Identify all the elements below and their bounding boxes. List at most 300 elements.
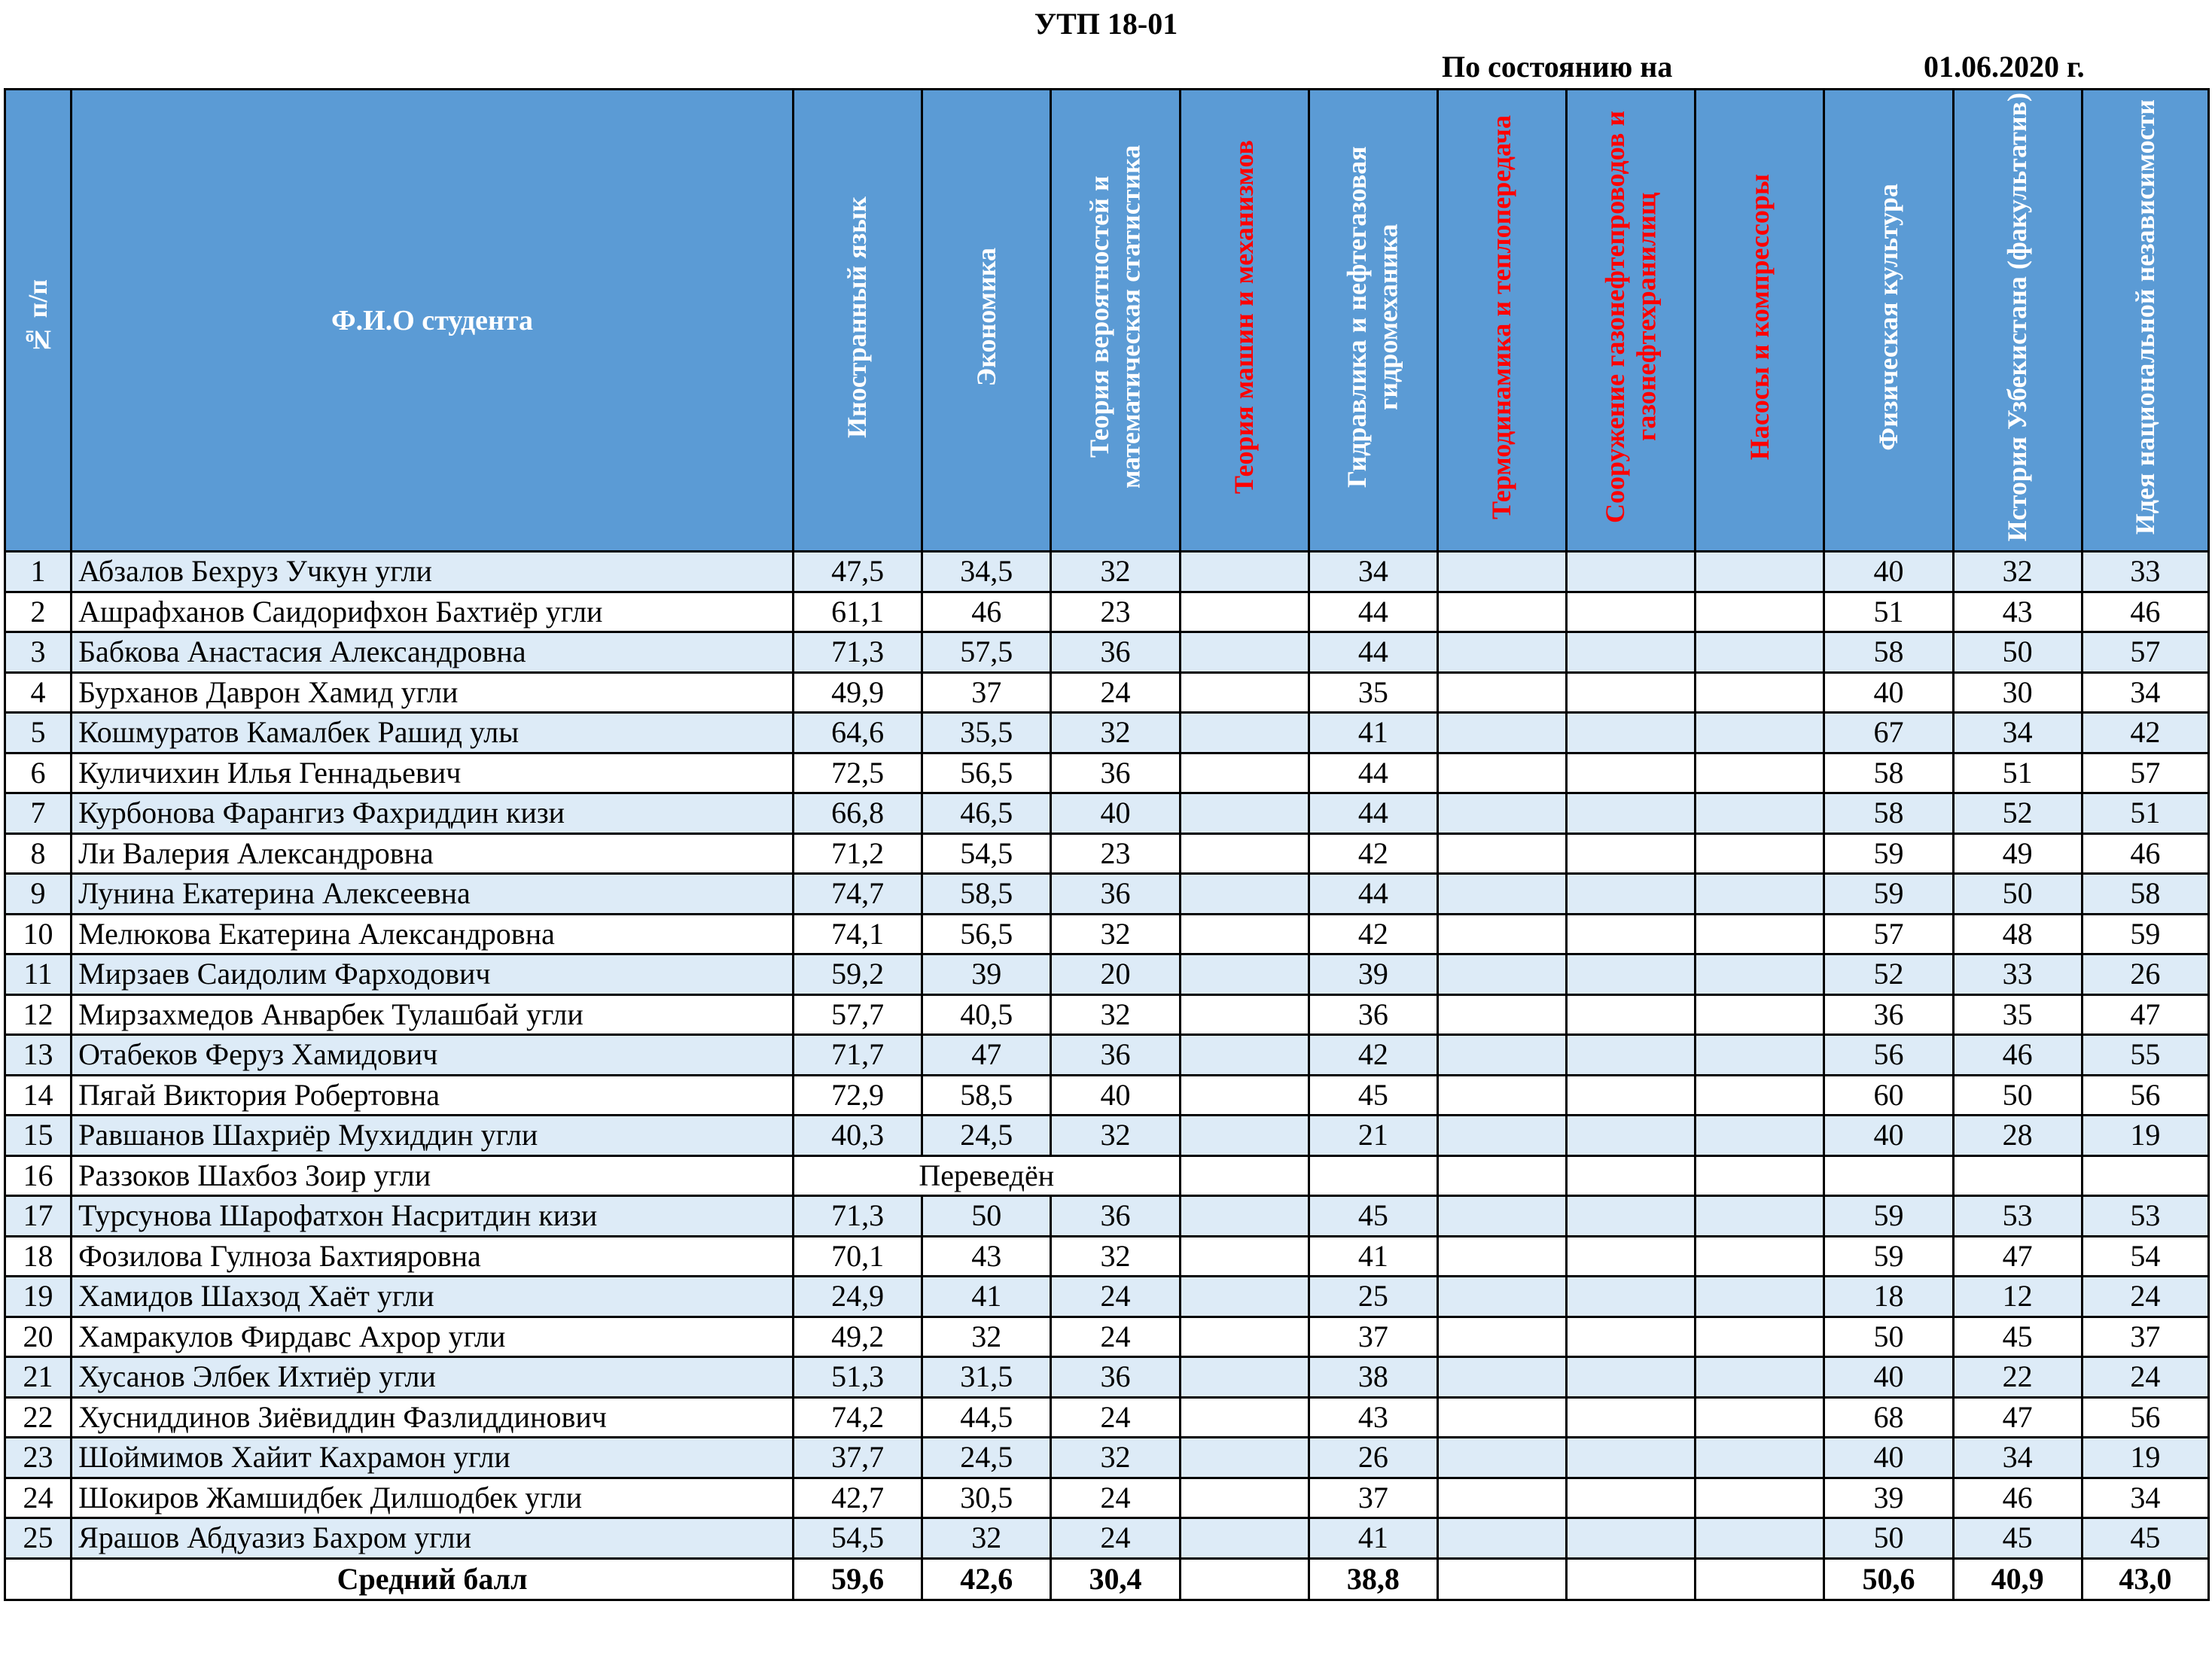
grade-cell: 24 — [1051, 1478, 1180, 1518]
grade-cell — [1180, 1317, 1309, 1357]
grade-cell — [1180, 1035, 1309, 1076]
grade-cell: 47 — [1953, 1397, 2082, 1438]
grade-cell — [1567, 1438, 1696, 1478]
grade-cell: 66,8 — [794, 793, 922, 834]
grade-cell: 50 — [922, 1196, 1051, 1237]
grade-cell: 51 — [1953, 753, 2082, 793]
grade-cell — [1180, 753, 1309, 793]
column-header-label: Гидравлика и нефтегазовая гидромеханика — [1342, 146, 1403, 488]
row-number: 14 — [5, 1075, 72, 1116]
grade-cell: 37 — [2082, 1317, 2208, 1357]
student-name: Лунина Екатерина Алексеевна — [72, 874, 794, 915]
table-row — [5, 552, 2209, 592]
grade-cell: 32 — [1051, 1236, 1180, 1277]
grade-cell: 32 — [922, 1317, 1051, 1357]
grade-cell: 49 — [1953, 833, 2082, 874]
grade-cell: 56,5 — [922, 753, 1051, 793]
grade-cell — [1180, 1196, 1309, 1237]
grade-cell: 74,2 — [794, 1397, 922, 1438]
grade-cell: 36 — [1051, 874, 1180, 915]
grade-cell: 58,5 — [922, 1075, 1051, 1116]
grade-cell — [1696, 1357, 1824, 1398]
grade-cell — [1180, 793, 1309, 834]
grade-cell: 59 — [1824, 833, 1953, 874]
grade-cell — [1180, 1236, 1309, 1277]
student-name: Хусниддинов Зиёвиддин Фазлиддинович — [72, 1397, 794, 1438]
student-name: Абзалов Бехруз Учкун угли — [72, 552, 794, 592]
row-number: 25 — [5, 1518, 72, 1559]
grade-cell: 44 — [1309, 753, 1437, 793]
student-name: Шокиров Жамшидбек Дилшодбек угли — [72, 1478, 794, 1518]
grade-cell — [1180, 1397, 1309, 1438]
grade-cell — [1180, 1438, 1309, 1478]
row-number: 8 — [5, 833, 72, 874]
grade-cell: 36 — [1309, 994, 1437, 1035]
student-name: Ли Валерия Александровна — [72, 833, 794, 874]
grade-cell: 42,7 — [794, 1478, 922, 1518]
grade-cell: 74,7 — [794, 874, 922, 915]
grade-cell — [1437, 1277, 1566, 1317]
grade-cell: 72,5 — [794, 753, 922, 793]
grade-cell — [1567, 1357, 1696, 1398]
grades-table — [4, 88, 2210, 1601]
grade-cell — [1953, 1155, 2082, 1196]
grade-cell — [1180, 552, 1309, 592]
grade-cell — [1567, 1035, 1696, 1076]
grade-cell: 36 — [1051, 1035, 1180, 1076]
grade-cell: 49,2 — [794, 1317, 922, 1357]
grade-cell — [1696, 833, 1824, 874]
row-number: 24 — [5, 1478, 72, 1518]
economics-header — [922, 90, 1051, 552]
grade-cell: 58 — [2082, 874, 2208, 915]
grade-cell — [1567, 632, 1696, 673]
grade-cell: 37,7 — [794, 1438, 922, 1478]
grade-cell — [1180, 632, 1309, 673]
table-row — [5, 753, 2209, 793]
grade-cell — [1437, 552, 1566, 592]
grade-cell — [1437, 632, 1566, 673]
grade-cell — [1180, 914, 1309, 954]
grade-cell — [1437, 914, 1566, 954]
grade-cell — [1180, 592, 1309, 632]
grade-cell: 35 — [1953, 994, 2082, 1035]
grade-cell — [1696, 672, 1824, 713]
student-name: Отабеков Феруз Хамидович — [72, 1035, 794, 1076]
physical-education-header — [1824, 90, 1953, 552]
grade-cell: 24 — [1051, 672, 1180, 713]
grade-cell — [1567, 1397, 1696, 1438]
grade-cell: 46 — [1953, 1035, 2082, 1076]
column-header-label: Теория машин и механизмов — [1228, 139, 1259, 495]
grade-cell: 46 — [2082, 833, 2208, 874]
grade-cell — [1309, 1155, 1437, 1196]
grade-cell: 43 — [1309, 1397, 1437, 1438]
grade-cell — [1437, 1518, 1566, 1559]
grade-cell: 32 — [1953, 552, 2082, 592]
grade-cell: 53 — [1953, 1196, 2082, 1237]
row-number: 17 — [5, 1196, 72, 1237]
grade-cell: 44 — [1309, 632, 1437, 673]
grade-cell — [1180, 713, 1309, 753]
column-header-label: Физическая культура — [1872, 183, 1903, 451]
table-row — [5, 874, 2209, 915]
grade-cell: 41 — [1309, 1236, 1437, 1277]
grade-cell — [1180, 1478, 1309, 1518]
row-number: 19 — [5, 1277, 72, 1317]
grade-cell: 38 — [1309, 1357, 1437, 1398]
average-grade: 42,6 — [922, 1558, 1051, 1600]
grade-cell — [1567, 1518, 1696, 1559]
row-number: 9 — [5, 874, 72, 915]
average-grade: 59,6 — [794, 1558, 922, 1600]
row-number: 20 — [5, 1317, 72, 1357]
grade-cell: 28 — [1953, 1116, 2082, 1156]
grade-cell: 56 — [2082, 1075, 2208, 1116]
grade-cell: 46 — [2082, 592, 2208, 632]
grade-cell: 50 — [1824, 1518, 1953, 1559]
average-grade: 40,9 — [1953, 1558, 2082, 1600]
grade-cell: 31,5 — [922, 1357, 1051, 1398]
grade-cell: 41 — [1309, 713, 1437, 753]
grade-cell: 34 — [2082, 672, 2208, 713]
state-label: По состоянию на — [1442, 50, 1673, 84]
grade-cell: 42 — [1309, 833, 1437, 874]
average-grade: 30,4 — [1051, 1558, 1180, 1600]
grade-cell — [1696, 1518, 1824, 1559]
grade-cell: 32 — [1051, 994, 1180, 1035]
header-row — [5, 90, 2209, 552]
table-row — [5, 1075, 2209, 1116]
grade-cell: 57 — [2082, 632, 2208, 673]
grade-cell: 59 — [2082, 914, 2208, 954]
grade-cell: 40 — [1824, 552, 1953, 592]
grade-cell: 43 — [1953, 592, 2082, 632]
grade-cell: 47 — [1953, 1236, 2082, 1277]
column-header-label: Термодинамика и теплопередача — [1486, 114, 1517, 519]
grade-cell: 39 — [1309, 954, 1437, 995]
grade-cell: 49,9 — [794, 672, 922, 713]
row-number: 15 — [5, 1116, 72, 1156]
grade-cell — [1180, 1518, 1309, 1559]
grade-cell — [1567, 753, 1696, 793]
column-header-label: Экономика — [970, 247, 1001, 387]
row-number: 10 — [5, 914, 72, 954]
grade-cell: 55 — [2082, 1035, 2208, 1076]
grade-cell — [1696, 1075, 1824, 1116]
grade-cell: 32 — [1051, 552, 1180, 592]
foreign-language-header — [794, 90, 922, 552]
student-name: Мирзахмедов Анварбек Тулашбай угли — [72, 994, 794, 1035]
student-name: Равшанов Шахриёр Мухиддин угли — [72, 1116, 794, 1156]
table-row — [5, 1397, 2209, 1438]
grade-cell — [1696, 1277, 1824, 1317]
grade-cell — [1567, 1116, 1696, 1156]
grade-cell: 57 — [2082, 753, 2208, 793]
grade-cell: 58 — [1824, 753, 1953, 793]
grade-cell: 71,3 — [794, 632, 922, 673]
grade-cell — [1437, 713, 1566, 753]
column-header-label: Ф.И.О студента — [331, 304, 534, 336]
grade-cell: 36 — [1051, 1357, 1180, 1398]
grade-cell: 37 — [1309, 1478, 1437, 1518]
student-name: Ярашов Абдуазиз Бахром угли — [72, 1518, 794, 1559]
grade-cell: 48 — [1953, 914, 2082, 954]
grade-cell — [1567, 1478, 1696, 1518]
grade-cell — [1696, 1236, 1824, 1277]
grade-cell — [1696, 793, 1824, 834]
grade-cell — [1567, 914, 1696, 954]
grade-cell — [1437, 1155, 1566, 1196]
grade-cell — [1696, 1155, 1824, 1196]
table-row — [5, 833, 2209, 874]
grade-cell — [1180, 1357, 1309, 1398]
grade-cell: 24 — [1051, 1518, 1180, 1559]
grade-cell — [2082, 1155, 2208, 1196]
grade-cell — [1567, 1236, 1696, 1277]
grade-cell — [1567, 954, 1696, 995]
grade-cell — [1567, 552, 1696, 592]
grade-cell: 19 — [2082, 1116, 2208, 1156]
student-name: Шоймимов Хайит Кахрамон угли — [72, 1438, 794, 1478]
row-number: 23 — [5, 1438, 72, 1478]
grade-cell: 70,1 — [794, 1236, 922, 1277]
grade-cell: 24,5 — [922, 1116, 1051, 1156]
thermodynamics-header — [1437, 90, 1566, 552]
table-row — [5, 1518, 2209, 1559]
grade-cell: 51 — [1824, 592, 1953, 632]
row-number: 3 — [5, 632, 72, 673]
grade-cell: 24 — [2082, 1277, 2208, 1317]
average-grade: 50,6 — [1824, 1558, 1953, 1600]
grade-cell — [1437, 1196, 1566, 1237]
grade-cell — [1180, 672, 1309, 713]
grade-cell — [1437, 994, 1566, 1035]
grade-cell: 26 — [2082, 954, 2208, 995]
row-number: 18 — [5, 1236, 72, 1277]
grade-cell: 59 — [1824, 1196, 1953, 1237]
average-label: Средний балл — [72, 1558, 794, 1600]
grade-cell: 50 — [1953, 632, 2082, 673]
table-row — [5, 592, 2209, 632]
table-row — [5, 713, 2209, 753]
grade-cell — [1567, 874, 1696, 915]
grade-cell — [1696, 914, 1824, 954]
grade-cell: 40,3 — [794, 1116, 922, 1156]
grade-cell: 47 — [2082, 994, 2208, 1035]
grade-cell: 18 — [1824, 1277, 1953, 1317]
grade-cell — [1567, 833, 1696, 874]
grade-cell — [1437, 874, 1566, 915]
grade-cell: 24 — [1051, 1397, 1180, 1438]
table-row — [5, 1438, 2209, 1478]
table-row — [5, 1116, 2209, 1156]
table-row — [5, 954, 2209, 995]
sheet-title: УТП 18-01 — [1034, 7, 1178, 41]
grade-cell: 44 — [1309, 592, 1437, 632]
grade-cell: 39 — [1824, 1478, 1953, 1518]
grade-cell — [1567, 793, 1696, 834]
grade-cell — [1567, 1075, 1696, 1116]
grade-cell: 58 — [1824, 632, 1953, 673]
grade-cell: 40,5 — [922, 994, 1051, 1035]
grade-cell — [1180, 1277, 1309, 1317]
student-name: Пягай Виктория Робертовна — [72, 1075, 794, 1116]
grade-cell: 42 — [1309, 1035, 1437, 1076]
student-name: Кошмуратов Камалбек Рашид улы — [72, 713, 794, 753]
row-number: 2 — [5, 592, 72, 632]
grade-cell: 45 — [1309, 1196, 1437, 1237]
grade-cell: 36 — [1051, 1196, 1180, 1237]
student-name: Турсунова Шарофатхон Насритдин кизи — [72, 1196, 794, 1237]
grade-cell: 67 — [1824, 713, 1953, 753]
pumps-compressors-header — [1696, 90, 1824, 552]
student-name: Хамракулов Фирдавс Ахрор угли — [72, 1317, 794, 1357]
grade-cell: 53 — [2082, 1196, 2208, 1237]
grade-cell — [1567, 1317, 1696, 1357]
row-number: 7 — [5, 793, 72, 834]
grade-cell — [1567, 994, 1696, 1035]
student-name: Курбонова Фарангиз Фахриддин кизи — [72, 793, 794, 834]
table-row — [5, 1357, 2209, 1398]
grade-cell — [1696, 1116, 1824, 1156]
grade-cell: 52 — [1824, 954, 1953, 995]
grade-cell — [1437, 954, 1566, 995]
average-grade: 38,8 — [1309, 1558, 1437, 1600]
grade-cell — [1437, 1478, 1566, 1518]
student-name-header — [72, 90, 794, 552]
grade-cell — [1437, 833, 1566, 874]
grade-cell: 74,1 — [794, 914, 922, 954]
grade-cell — [1180, 1155, 1309, 1196]
grade-cell: 36 — [1824, 994, 1953, 1035]
grade-cell: 32 — [922, 1518, 1051, 1559]
grade-cell — [1180, 954, 1309, 995]
row-number: 12 — [5, 994, 72, 1035]
grade-cell: 71,3 — [794, 1196, 922, 1237]
grade-cell: 57,5 — [922, 632, 1051, 673]
grade-cell — [1567, 1196, 1696, 1237]
grade-cell — [1696, 592, 1824, 632]
grade-cell: 44,5 — [922, 1397, 1051, 1438]
row-number: 4 — [5, 672, 72, 713]
grade-cell: 35,5 — [922, 713, 1051, 753]
table-row — [5, 1196, 2209, 1237]
table-row — [5, 793, 2209, 834]
column-header-label: Иностранный язык — [842, 196, 873, 438]
grade-cell: 61,1 — [794, 592, 922, 632]
column-header-label: Насосы и компрессоры — [1744, 173, 1775, 461]
grade-cell — [1696, 874, 1824, 915]
grade-cell: 20 — [1051, 954, 1180, 995]
number-header — [5, 90, 72, 552]
grade-cell — [1180, 1116, 1309, 1156]
grade-cell — [1696, 1035, 1824, 1076]
grade-cell: 68 — [1824, 1397, 1953, 1438]
grade-cell: 19 — [2082, 1438, 2208, 1478]
grade-cell — [1567, 713, 1696, 753]
grade-cell: 30 — [1953, 672, 2082, 713]
grade-cell: 40 — [1824, 1357, 1953, 1398]
grade-cell: 72,9 — [794, 1075, 922, 1116]
grade-cell: 57 — [1824, 914, 1953, 954]
grade-cell — [1696, 1478, 1824, 1518]
grade-cell: 40 — [1824, 1116, 1953, 1156]
grade-cell: 59 — [1824, 874, 1953, 915]
grade-cell: 57,7 — [794, 994, 922, 1035]
grade-cell: 24,5 — [922, 1438, 1051, 1478]
grade-cell: 45 — [2082, 1518, 2208, 1559]
grade-cell: 60 — [1824, 1075, 1953, 1116]
grade-cell — [1696, 632, 1824, 673]
grade-cell — [1437, 753, 1566, 793]
grade-cell: 33 — [2082, 552, 2208, 592]
national-independence-header — [2082, 90, 2208, 552]
grade-cell — [1437, 1357, 1566, 1398]
grade-cell: 22 — [1953, 1357, 2082, 1398]
state-date: 01.06.2020 г. — [1924, 50, 2085, 84]
table-row — [5, 1277, 2209, 1317]
grade-cell: 34 — [2082, 1478, 2208, 1518]
grade-cell — [1696, 1438, 1824, 1478]
student-name: Хамидов Шахзод Хаёт угли — [72, 1277, 794, 1317]
grade-cell — [1437, 1317, 1566, 1357]
grade-cell: 58 — [1824, 793, 1953, 834]
grade-cell: 40 — [1824, 1438, 1953, 1478]
grade-cell: 44 — [1309, 874, 1437, 915]
row-number: 16 — [5, 1155, 72, 1196]
grade-cell: 45 — [1309, 1075, 1437, 1116]
grade-cell: 54,5 — [794, 1518, 922, 1559]
student-name: Мирзаев Саидолим Фарходович — [72, 954, 794, 995]
grade-cell: 46,5 — [922, 793, 1051, 834]
grade-cell: 24 — [1051, 1317, 1180, 1357]
column-header-label: № п/п — [22, 279, 53, 355]
average-grade — [1180, 1558, 1309, 1600]
grade-cell: 47 — [922, 1035, 1051, 1076]
average-grade — [1567, 1558, 1696, 1600]
grade-cell: 54,5 — [922, 833, 1051, 874]
grade-cell: 21 — [1309, 1116, 1437, 1156]
grade-cell: 23 — [1051, 833, 1180, 874]
grade-cell: 32 — [1051, 713, 1180, 753]
grade-cell: 71,7 — [794, 1035, 922, 1076]
grade-cell: 46 — [922, 592, 1051, 632]
grade-cell — [1437, 1116, 1566, 1156]
grade-cell: 37 — [922, 672, 1051, 713]
grade-cell: 52 — [1953, 793, 2082, 834]
grade-cell: 37 — [1309, 1317, 1437, 1357]
grade-cell: 34,5 — [922, 552, 1051, 592]
grade-cell — [1180, 874, 1309, 915]
grade-cell — [1824, 1155, 1953, 1196]
grade-cell — [1437, 1035, 1566, 1076]
grade-cell — [1696, 552, 1824, 592]
grade-cell — [1567, 1155, 1696, 1196]
grade-cell: 51,3 — [794, 1357, 922, 1398]
grade-cell — [1180, 833, 1309, 874]
column-header-label: Теория вероятностей и математическая статистика — [1084, 145, 1146, 489]
table-row — [5, 1155, 2209, 1196]
grade-cell — [1437, 1397, 1566, 1438]
grade-cell — [1437, 592, 1566, 632]
grade-cell: 44 — [1309, 793, 1437, 834]
student-name: Куличихин Илья Геннадьевич — [72, 753, 794, 793]
row-number: 6 — [5, 753, 72, 793]
grade-cell: 46 — [1953, 1478, 2082, 1518]
transfer-status: Переведён — [794, 1155, 1181, 1196]
grade-cell — [1696, 994, 1824, 1035]
